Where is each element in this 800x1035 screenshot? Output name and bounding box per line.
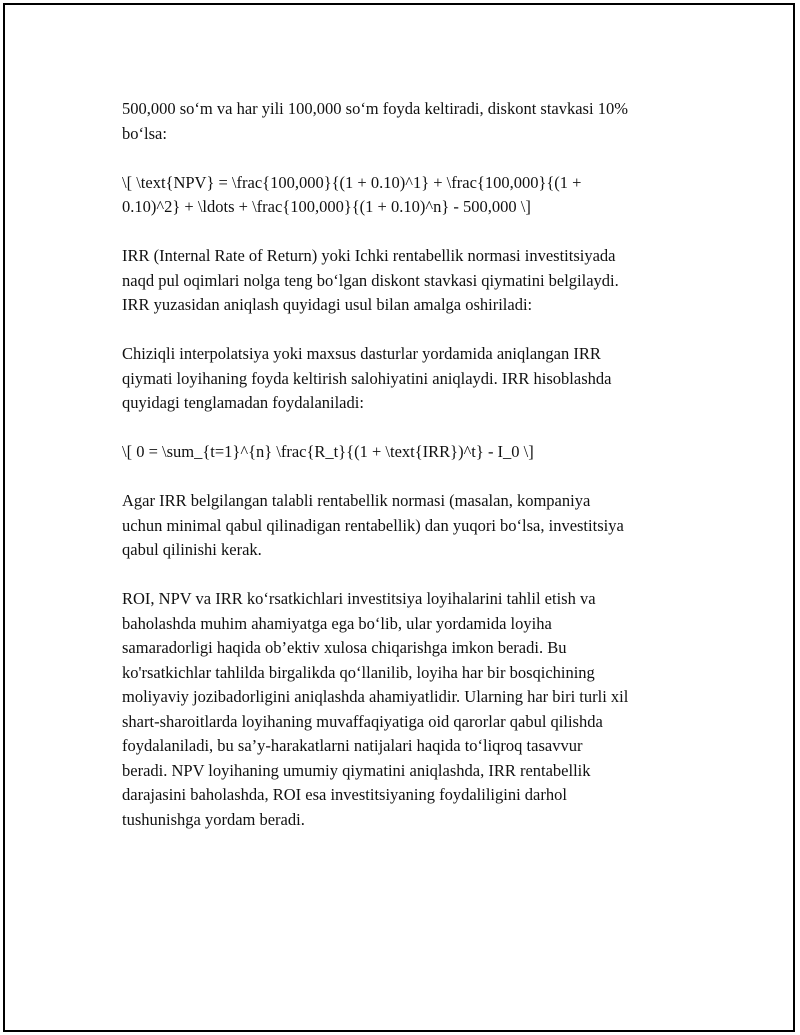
text-line: moliyaviy jozibadorligini aniqlashda ahamiyatlidir. Ularning har biri turli xil (122, 687, 629, 706)
paragraph-irr-decision (122, 489, 700, 563)
text-line: IRR (Internal Rate of Return) yoki Ichki rentabellik normasi investitsiyada (122, 246, 616, 265)
text-line: Agar IRR belgilangan talabli rentabellik normasi (masalan, kompaniya (122, 491, 591, 510)
paragraph-npv-formula (122, 171, 700, 220)
paragraph-irr-method (122, 342, 700, 416)
text-line: qabul qilinishi kerak. (122, 540, 262, 559)
text-line: ko'rsatkichlar tahlilda birgalikda qo‘llanilib, loyiha har bir bosqichining (122, 662, 595, 682)
paragraph-conclusion (122, 587, 700, 832)
text-line: quyidagi tenglamadan foydalaniladi: (122, 393, 364, 412)
text-line: samaradorligi haqida ob’ektiv xulosa chiqarishga imkon beradi. Bu (122, 638, 567, 657)
text-line: Chiziqli interpolatsiya yoki maxsus dasturlar yordamida aniqlangan IRR (122, 344, 601, 363)
text-line: IRR yuzasidan aniqlash quyidagi usul bilan amalga oshiriladi: (122, 295, 533, 314)
text-line: foydalaniladi, bu sa’y-harakatlarni natijalari haqida to‘liqroq tasavvur (122, 736, 583, 755)
text-line: tushunishga yordam beradi. (122, 809, 305, 829)
text-line: beradi. NPV loyihaning umumiy qiymatini aniqlashda, IRR rentabellik (122, 760, 591, 780)
page-frame (3, 3, 795, 1032)
formula-line: 0.10)^2} + \ldots + \frac{100,000}{(1 + 0.10)^n} - 500,000 \] (122, 197, 531, 216)
paragraph-irr-formula (122, 440, 700, 465)
text-line: qiymati loyihaning foyda keltirish salohiyatini aniqlaydi. IRR hisoblashda (122, 368, 612, 388)
text-line: uchun minimal qabul qilinadigan rentabellik) dan yuqori bo‘lsa, investitsiya (122, 515, 624, 535)
paragraph-npv-intro (122, 97, 700, 146)
text-line: bo‘lsa: (122, 123, 167, 143)
document-body (122, 97, 700, 857)
paragraph-irr-definition (122, 244, 700, 318)
text-line: shart-sharoitlarda loyihaning muvaffaqiyatiga oid qarorlar qabul qilishda (122, 711, 603, 731)
text-line: ROI, NPV va IRR ko‘rsatkichlari investitsiya loyihalarini tahlil etish va (122, 589, 596, 608)
text-line: 500,000 so‘m va har yili 100,000 so‘m foyda keltiradi, diskont stavkasi 10% (122, 99, 628, 118)
formula-line: \[ 0 = \sum_{t=1}^{n} \frac{R_t}{(1 + \text{IRR})^t} - I_0 \] (122, 442, 534, 461)
text-line: naqd pul oqimlari nolga teng bo‘lgan diskont stavkasi qiymatini belgilaydi. (122, 270, 619, 290)
formula-line: \[ \text{NPV} = \frac{100,000}{(1 + 0.10)^1} + \frac{100,000}{(1 + (122, 172, 582, 192)
text-line: baholashda muhim ahamiyatga ega bo‘lib, ular yordamida loyiha (122, 613, 552, 633)
text-line: darajasini baholashda, ROI esa investitsiyaning foydaliligini darhol (122, 785, 567, 804)
